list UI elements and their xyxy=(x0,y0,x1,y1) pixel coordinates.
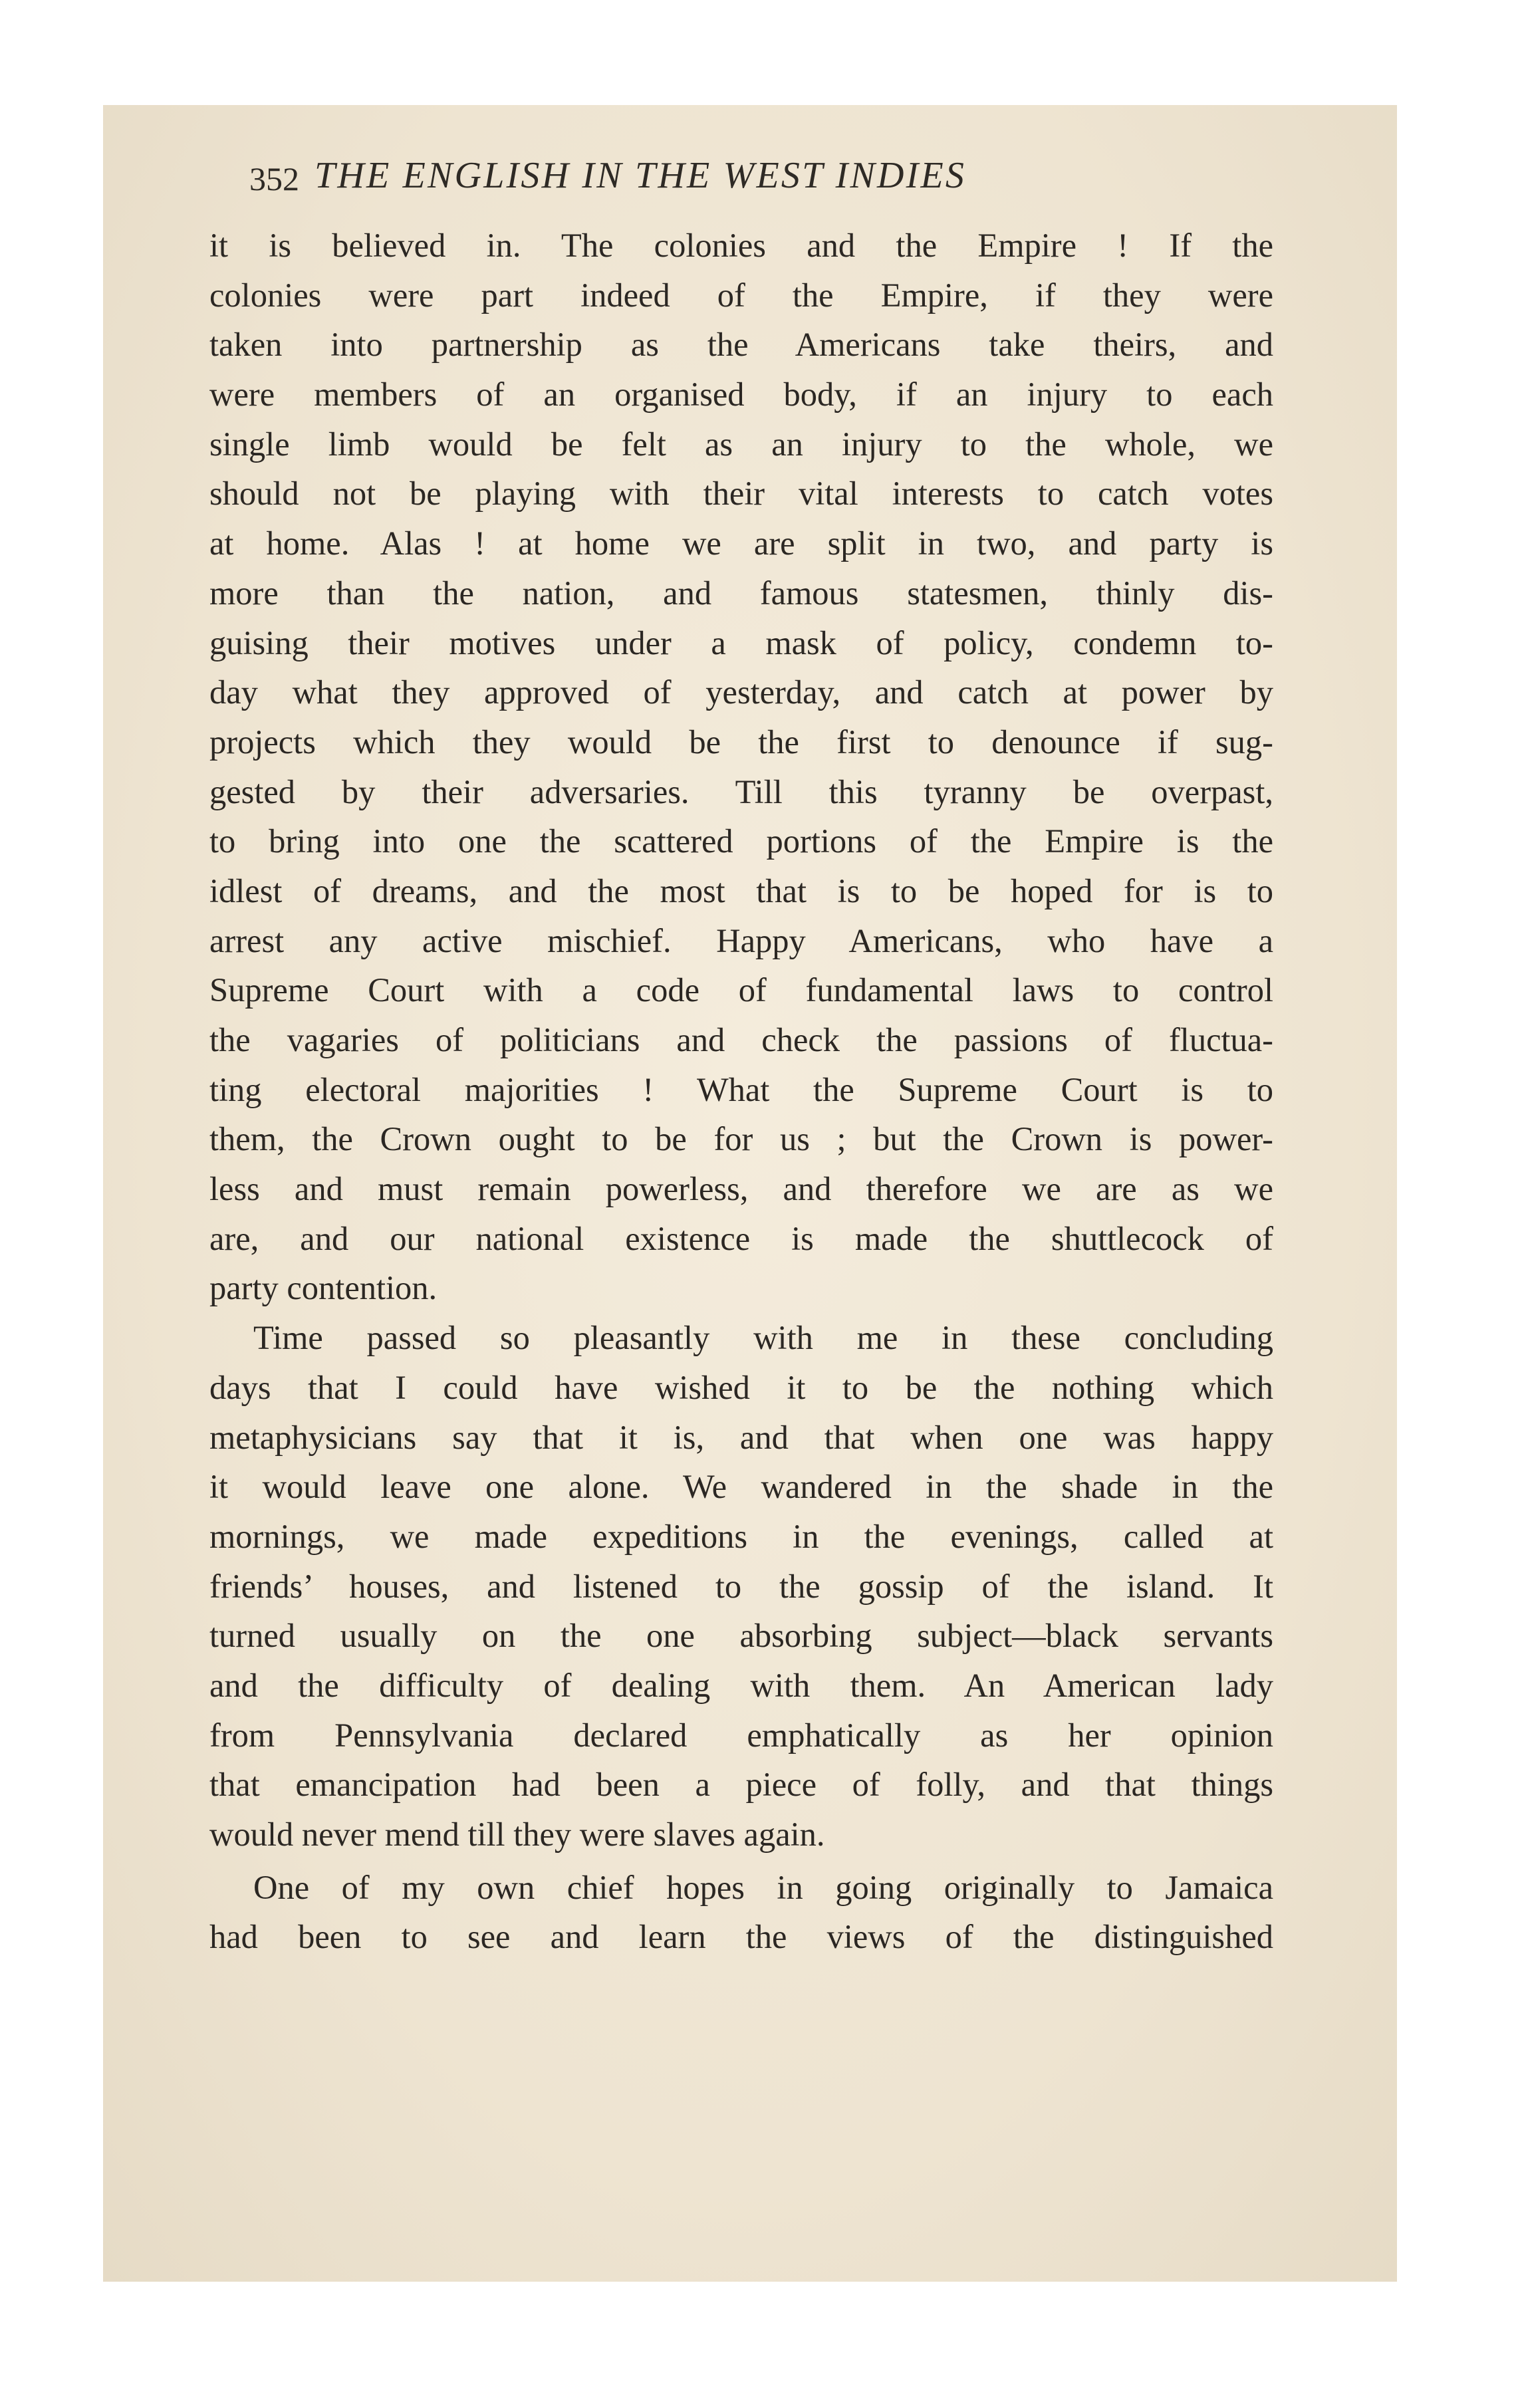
text-line: the vagaries of politicians and check the passions of fluctua- xyxy=(209,1021,1273,1058)
body-text xyxy=(209,221,1273,1962)
text-line: less and must remain powerless, and therefore we are as we xyxy=(209,1170,1273,1208)
text-line: friends’ houses, and listened to the gossip of the island. It xyxy=(209,1567,1273,1605)
paragraph xyxy=(209,1863,1273,1962)
text-line: from Pennsylvania declared emphatically as her opinion xyxy=(209,1716,1273,1754)
text-line: that emancipation had been a piece of folly, and that things xyxy=(209,1766,1273,1804)
paragraph xyxy=(209,1313,1273,1860)
text-line: Time passed so pleasantly with me in these concluding xyxy=(253,1319,1273,1357)
text-line: day what they approved of yesterday, and catch at power by xyxy=(209,673,1273,711)
text-line: had been to see and learn the views of the distinguished xyxy=(209,1918,1273,1956)
text-line: guising their motives under a mask of policy, condemn to- xyxy=(209,624,1273,662)
text-line: and the difficulty of dealing with them. An American lady xyxy=(209,1666,1273,1704)
paragraph xyxy=(209,221,1273,1313)
text-line: taken into partnership as the Americans take theirs, and xyxy=(209,326,1273,364)
text-line: mornings, we made expeditions in the evenings, called at xyxy=(209,1517,1273,1555)
text-line: metaphysicians say that it is, and that when one was happy xyxy=(209,1418,1273,1456)
text-line: One of my own chief hopes in going originally to Jamaica xyxy=(253,1868,1273,1906)
text-line: gested by their adversaries. Till this tyranny be overpast, xyxy=(209,773,1273,810)
text-line: were members of an organised body, if an injury to each xyxy=(209,376,1273,414)
text-line: colonies were part indeed of the Empire, if they were xyxy=(209,276,1273,314)
text-line: it is believed in. The colonies and the Empire ! If the xyxy=(209,227,1273,264)
text-line: them, the Crown ought to be for us ; but the Crown is power- xyxy=(209,1120,1273,1158)
text-line: idlest of dreams, and the most that is to be hoped for is to xyxy=(209,872,1273,909)
text-line: Supreme Court with a code of fundamental laws to control xyxy=(209,971,1273,1009)
text-line: should not be playing with their vital interests to catch votes xyxy=(209,475,1273,513)
text-line: party contention. xyxy=(209,1269,438,1307)
text-line: more than the nation, and famous statesmen, thinly dis- xyxy=(209,574,1273,612)
running-head: THE ENGLISH IN THE WEST INDIES xyxy=(315,155,967,196)
page-header xyxy=(249,154,1273,207)
text-line: to bring into one the scattered portions of the Empire is the xyxy=(209,822,1273,860)
page-number: 352 xyxy=(249,160,299,197)
text-line: it would leave one alone. We wandered in the shade in the xyxy=(209,1468,1273,1506)
text-line: arrest any active mischief. Happy Americans, who have a xyxy=(209,921,1273,959)
text-line: days that I could have wished it to be the nothing which xyxy=(209,1368,1273,1406)
text-line: turned usually on the one absorbing subject—black servants xyxy=(209,1617,1273,1655)
text-line: at home. Alas ! at home we are split in two, and party is xyxy=(209,525,1273,562)
text-line: projects which they would be the first to denounce if sug- xyxy=(209,723,1273,761)
text-line: are, and our national existence is made the shuttlecock of xyxy=(209,1219,1273,1257)
text-line: would never mend till they were slaves again. xyxy=(209,1816,825,1853)
text-line: single limb would be felt as an injury to the whole, we xyxy=(209,425,1273,463)
text-line: ting electoral majorities ! What the Supreme Court is to xyxy=(209,1070,1273,1108)
